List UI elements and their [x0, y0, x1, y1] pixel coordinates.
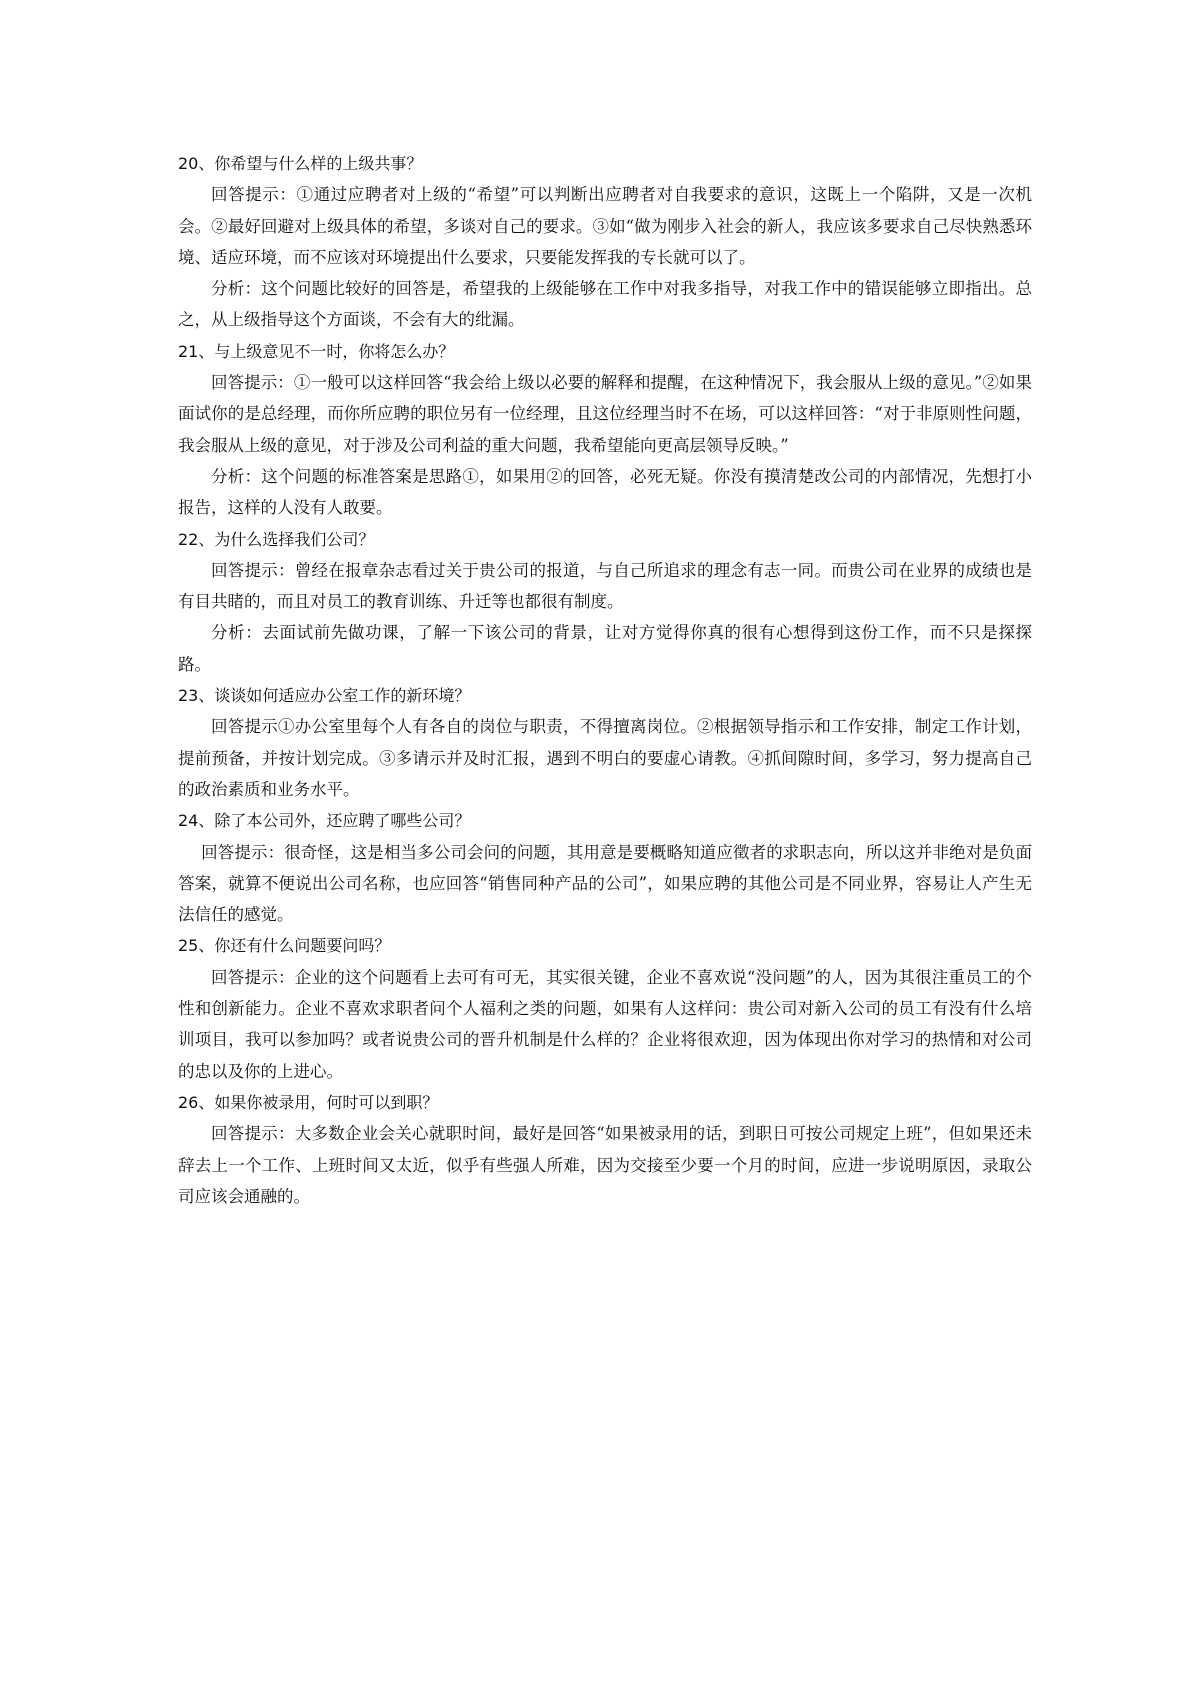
question-heading: 20、你希望与什么样的上级共事？ [178, 154, 423, 173]
qa-section-22 [178, 524, 1032, 680]
answer-hint-paragraph: 回答提示：很奇怪，这是相当多公司会问的问题，其用意是要概略知道应徵者的求职志向，所以这并非绝对是负面答案，就算不便说出公司名称，也应回答“销售同种产品的公司”，如果应聘的其他公司是不同业界，容易让人产生无法信任的感觉。 [178, 842, 1032, 925]
qa-section-20 [178, 148, 1032, 336]
qa-section-23 [178, 680, 1032, 805]
answer-hint-paragraph: 回答提示①办公室里每个人有各自的岗位与职责，不得擅离岗位。②根据领导指示和工作安排，制定工作计划，提前预备，并按计划完成。③多请示并及时汇报，遇到不明白的要虚心请教。④抓间隙时间，多学习，努力提高自己的政治素质和业务水平。 [178, 717, 1032, 799]
answer-hint-paragraph: 回答提示：①一般可以这样回答“我会给上级以必要的解释和提醒，在这种情况下，我会服从上级的意见。”②如果面试你的是总经理，而你所应聘的职位另有一位经理，且这位经理当时不在场，可以这样回答：“对于非原则性问题，我会服从上级的意见，对于涉及公司利益的重大问题，我希望能向更高层领导反映。” [178, 373, 1032, 455]
answer-hint-paragraph: 回答提示：企业的这个问题看上去可有可无，其实很关键，企业不喜欢说“没问题”的人，因为其很注重员工的个性和创新能力。企业不喜欢求职者问个人福利之类的问题，如果有人这样问：贵公司对新入公司的员工有没有什么培训项目，我可以参加吗？或者说贵公司的晋升机制是什么样的？企业将很欢迎，因为体现出你对学习的热情和对公司的忠以及你的上进心。 [178, 967, 1032, 1081]
qa-section-24 [178, 805, 1032, 930]
question-heading: 22、为什么选择我们公司？ [178, 529, 375, 549]
analysis-paragraph: 分析：去面试前先做功课，了解一下该公司的背景，让对方觉得你真的很有心想得到这份工作，而不只是探探路。 [178, 623, 1032, 674]
question-heading: 26、如果你被录用，何时可以到职？ [178, 1092, 439, 1112]
qa-section-25 [178, 930, 1032, 1086]
answer-hint-paragraph: 回答提示：大多数企业会关心就职时间，最好是回答“如果被录用的话，到职日可按公司规定上班”，但如果还未辞去上一个工作、上班时间又太近，似乎有些强人所难，因为交接至少要一个月的时间，应进一步说明原因，录取公司应该会通融的。 [178, 1124, 1032, 1206]
qa-section-26 [178, 1087, 1032, 1212]
analysis-paragraph: 分析：这个问题的标准答案是思路①，如果用②的回答，必死无疑。你没有摸清楚改公司的内部情况，先想打小报告，这样的人没有人敢要。 [178, 466, 1032, 518]
question-heading: 21、与上级意见不一时，你将怎么办？ [178, 341, 455, 361]
answer-hint-paragraph: 回答提示：①通过应聘者对上级的“希望”可以判断出应聘者对自我要求的意识，这既上一个陷阱，又是一次机会。②最好回避对上级具体的希望，多谈对自己的要求。③如“做为刚步入社会的新人，我应该多要求自己尽快熟悉环境、适应环境，而不应该对环境提出什么要求，只要能发挥我的专长就可以了。 [178, 185, 1032, 267]
analysis-paragraph: 分析：这个问题比较好的回答是，希望我的上级能够在工作中对我多指导，对我工作中的错误能够立即指出。总之，从上级指导这个方面谈，不会有大的纰漏。 [178, 279, 1032, 330]
question-heading: 24、除了本公司外，还应聘了哪些公司？ [178, 811, 471, 831]
answer-hint-paragraph: 回答提示：曾经在报章杂志看过关于贵公司的报道，与自己所追求的理念有志一同。而贵公司在业界的成绩也是有目共睹的，而且对员工的教育训练、升迁等也都很有制度。 [178, 560, 1032, 612]
question-heading: 23、谈谈如何适应办公室工作的新环境？ [178, 686, 471, 706]
qa-section-21 [178, 336, 1032, 524]
question-heading: 25、你还有什么问题要问吗？ [178, 936, 391, 956]
document-body [178, 148, 1032, 1212]
